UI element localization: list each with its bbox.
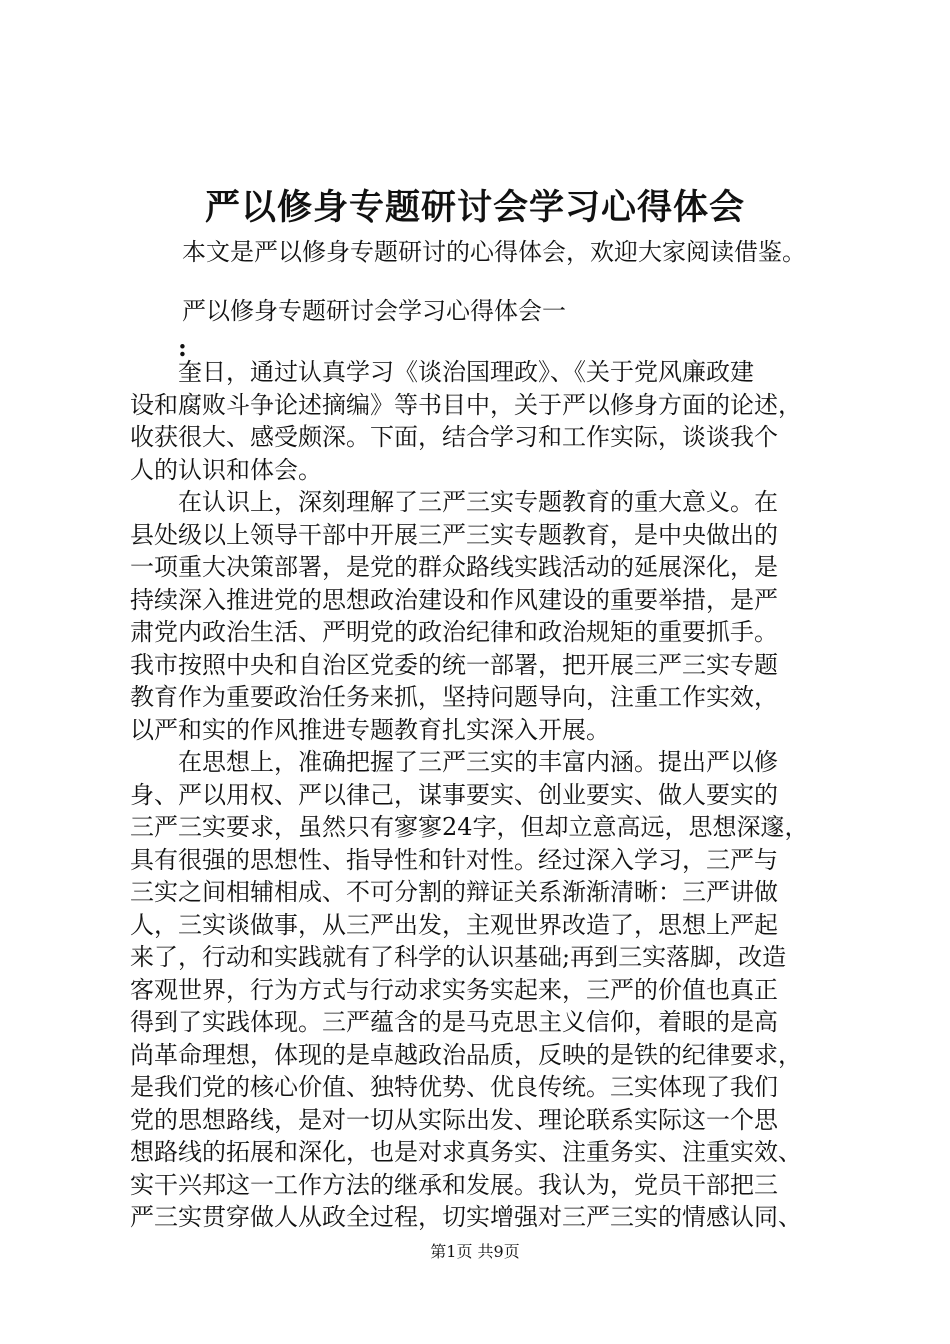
paragraph-line: 人的认识和体会。 bbox=[130, 455, 322, 484]
paragraph-line: 收获很大、感受颇深。下面，结合学习和工作实际，谈谈我个 bbox=[130, 423, 778, 451]
paragraph-line: 三实之间相辅相成、不可分割的辩证关系渐渐清晰：三严讲做 bbox=[130, 878, 778, 906]
subheading-colon: : bbox=[178, 333, 187, 362]
paragraph-line: 教育作为重要政治任务来抓，坚持问题导向，注重工作实效， bbox=[130, 683, 778, 711]
page-footer: 第1页 共9页 bbox=[430, 1242, 520, 1261]
paragraph-line: 三严三实要求，虽然只有寥寥24字，但却立意高远，思想深邃， bbox=[130, 813, 809, 841]
paragraph-line: 来了，行动和实践就有了科学的认识基础;再到三实落脚，改造 bbox=[130, 943, 787, 971]
paragraph-line: 县处级以上领导干部中开展三严三实专题教育，是中央做出的 bbox=[130, 520, 778, 549]
paragraph-line: 是我们党的核心价值、独特优势、优良传统。三实体现了我们 bbox=[130, 1073, 778, 1101]
paragraph-line: 身、严以用权、严以律己，谋事要实、创业要实、做人要实的 bbox=[130, 780, 778, 809]
paragraph-line: 得到了实践体现。三严蕴含的是马克思主义信仰，着眼的是高 bbox=[130, 1008, 778, 1036]
paragraph-line: 在思想上，准确把握了三严三实的丰富内涵。提出严以修 bbox=[178, 748, 778, 776]
paragraph-line: 实干兴邦这一工作方法的继承和发展。我认为，党员干部把三 bbox=[130, 1170, 778, 1199]
paragraph-line: 严三实贯穿做人从政全过程，切实增强对三严三实的情感认同、 bbox=[130, 1203, 802, 1231]
paragraph-line: 尚革命理想，体现的是卓越政治品质，反映的是铁的纪律要求， bbox=[130, 1040, 802, 1069]
paragraph-line: 党的思想路线，是对一切从实际出发、理论联系实际这一个思 bbox=[130, 1105, 778, 1134]
paragraph-line: 一项重大决策部署，是党的群众路线实践活动的延展深化，是 bbox=[130, 553, 778, 581]
body-paragraph bbox=[130, 356, 830, 486]
paragraph-line: 想路线的拓展和深化，也是对求真务实、注重务实、注重实效、 bbox=[130, 1138, 802, 1166]
document-title: 严以修身专题研讨会学习心得体会 bbox=[204, 187, 745, 228]
paragraph-line: 以严和实的作风推进专题教育扎实深入开展。 bbox=[130, 715, 610, 744]
paragraph-line: 肃党内政治生活、严明党的政治纪律和政治规矩的重要抓手。 bbox=[130, 618, 778, 646]
section-subheading: 严以修身专题研讨会学习心得体会一 bbox=[182, 297, 566, 325]
paragraph-line: 客观世界，行为方式与行动求实务实起来，三严的价值也真正 bbox=[130, 975, 778, 1004]
body-paragraph bbox=[130, 486, 830, 746]
paragraph-line: 奎日，通过认真学习《谈治国理政》、《关于党风廉政建 bbox=[178, 358, 754, 386]
body-paragraph bbox=[130, 746, 830, 1234]
paragraph-line: 我市按照中央和自治区党委的统一部署，把开展三严三实专题 bbox=[130, 650, 778, 679]
paragraph-line: 在认识上，深刻理解了三严三实专题教育的重大意义。在 bbox=[178, 488, 778, 516]
document-body bbox=[130, 356, 830, 1234]
intro-text: 本文是严以修身专题研讨的心得体会，欢迎大家阅读借鉴。 bbox=[182, 238, 806, 266]
paragraph-line: 人，三实谈做事，从三严出发，主观世界改造了，思想上严起 bbox=[130, 910, 778, 939]
paragraph-line: 持续深入推进党的思想政治建设和作风建设的重要举措，是严 bbox=[130, 585, 778, 614]
paragraph-line: 具有很强的思想性、指导性和针对性。经过深入学习，三严与 bbox=[130, 845, 778, 874]
paragraph-line: 设和腐败斗争论述摘编》等书目中，关于严以修身方面的论述， bbox=[130, 390, 802, 419]
